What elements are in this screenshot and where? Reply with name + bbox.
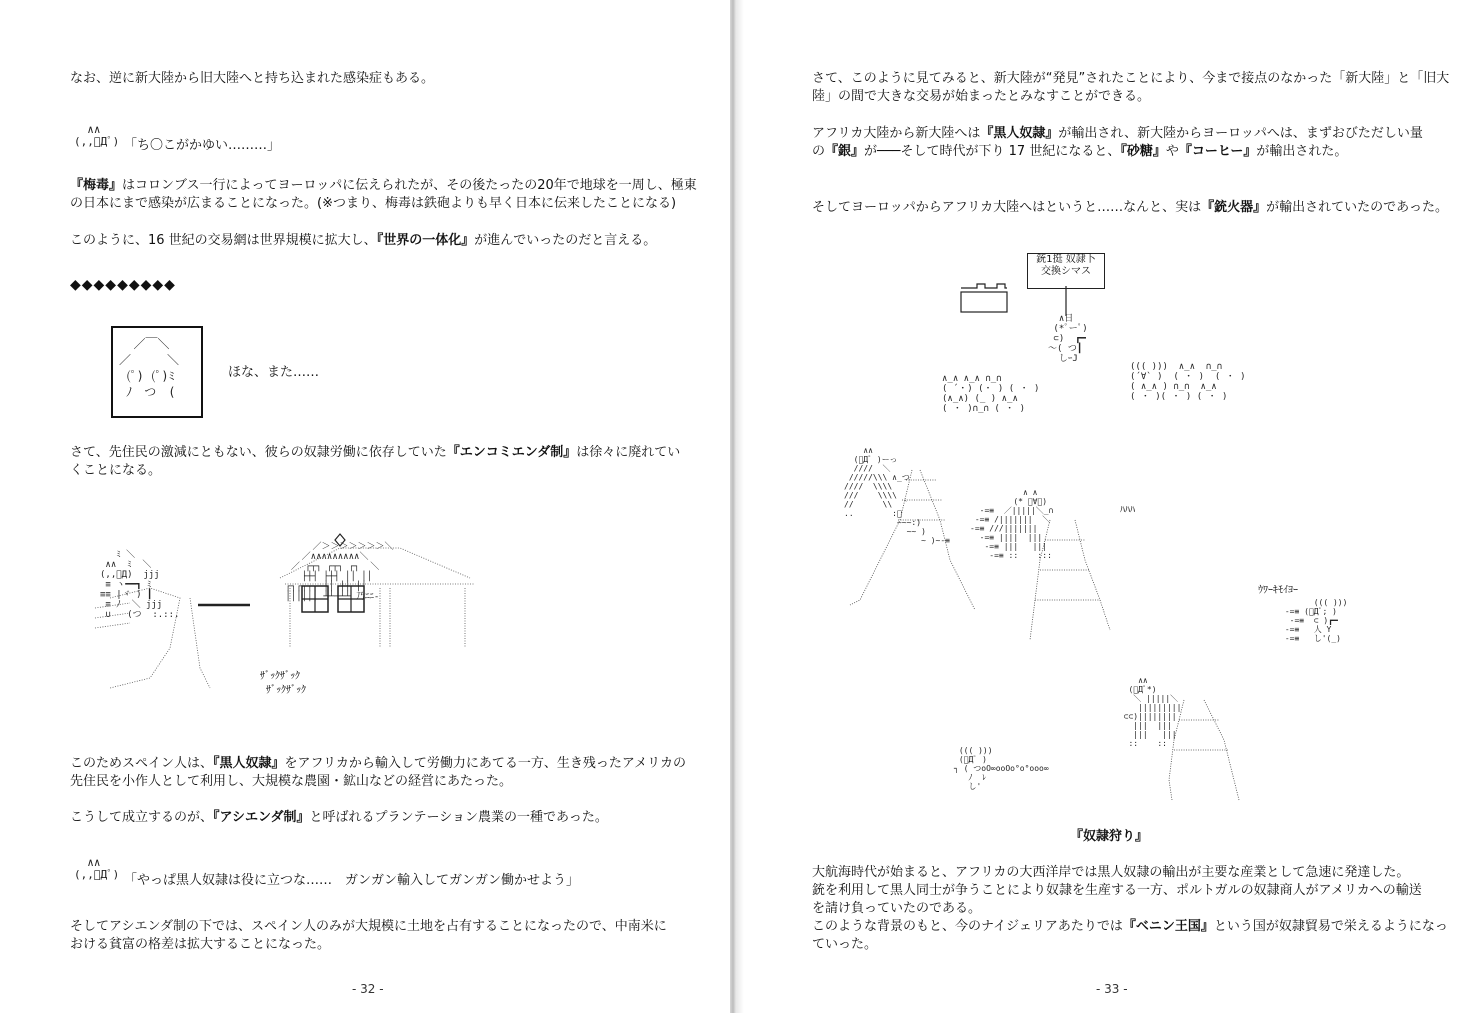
paragraph-firearms [812,199,1448,217]
exports-pre: アフリカ大陸から新大陸へは [812,126,981,141]
paragraph-black-slaves-line2: 先住民を小作人として利用し、大規模な農園・鉱山などの経営にあたった。 [70,774,513,789]
trade-sign-line2: 交換シマス [1041,266,1091,277]
aa-face-2: ∧∧ (,,ﾟДﾟ) [74,856,120,881]
paragraph-trade: さて、このように見てみると、新大陸が“発見”されたことにより、今まで接点のなかった「新大陸」と「旧大 [812,71,1450,86]
globalization-pre: このように、16 世紀の交易網は世界規模に拡大し、 [70,233,377,248]
trade-sign [1027,253,1105,289]
aa-chase-right: ∧ ∧ (* ﾟ∀ﾟ) -=≡ ／|||||＼_∩ -=≡ /||||||| ＼ -=≡ ///||||||| -=≡ |||| ||| -=≡ ||| ||| -=≡ :: ::: [970,488,1054,560]
trade-sign-line1: 銃1挺 奴隷卜 [1036,254,1096,265]
aa-hunt-strokes [1164,690,1274,810]
encomienda-pre: さて、先住民の激減にともない、彼らの奴隷労働に依存していた [70,445,447,460]
sound-uwaa: ｳﾜｰｷﾓｲﾖｰ [1258,585,1298,596]
term-firearms: 『銃火器』 [1201,200,1267,215]
term-black-slaves-right: 『黒人奴隷』 [980,126,1059,141]
exports-l2-mid2: や [1165,144,1179,159]
aa-crowd-right: ((( ))) ∧_∧ ∩_∩ (´∀` ) ( ・ ) ( ・ ) ( ∧_∧ ) ∩_∩ ∧_∧ ( ・ )( ・ ) ( ・ ) [1130,362,1246,402]
paragraph-inequality-line2: おける貧富の格差は拡大することになった。 [70,937,331,952]
benin-pre: このような背景のもと、今のナイジェリアあたりでは [812,919,1123,934]
aa-chase-strokes [840,440,1180,670]
term-black-slaves: 『黒人奴隷』 [213,756,285,771]
term-silver: 『銀』 [825,144,865,159]
aa-chase-left: ∧∧ (ﾟДﾟ )ーっ //// ＼ /////\\\ ∧_つ //// \\\\ /// \\\\ // \\ ｀ .. :ﾞ ~~~:) ~~ ) ~ )~-≡ [844,446,950,545]
encomienda-post: は徐々に廃れてい [576,445,681,460]
paragraph-exports [812,125,1423,143]
paragraph-syphilis [70,177,697,195]
figure-caption: 『奴隷狩り』 [1070,829,1149,844]
quote-slaves: 「やっぱ黒人奴隷は役に立つな…… ガンガン輸入してガンガン働かせよう」 [124,873,580,888]
page-right [744,0,1478,1013]
term-encomienda: 『エンコミエンダ制』 [446,445,577,460]
paragraph-black-slaves [70,755,686,773]
black-slaves-post: をアフリカから輸入して労働力にあてる一方、生き残ったアメリカの [284,756,686,771]
paragraph-exports-line2 [812,143,1347,161]
aa-crowd-left: ∧_∧ ∧_∧ ∩_∩ ( ´・) (・ ) ( ・ ) (∧_∧) (_ ) ∧_∧ ( ・ )∩_∩ ( ・ ) [942,374,1040,414]
term-globalization: 『世界の一体化』 [376,233,475,248]
page-gutter [730,0,744,1013]
sound-zakku-1: ｻﾞｯｸｻﾞｯｸ [260,671,300,682]
paragraph-hacienda [70,809,608,827]
page-number-right: - 33 - [1096,982,1128,996]
page-left [0,0,730,1013]
paragraph-benin [812,918,1448,936]
firearms-post: が輸出されていたのであった。 [1266,200,1448,215]
aa-farm-scene [90,528,490,718]
paragraph-inequality: そしてアシエンダ制の下では、スペイン人のみが大規模に土地を占有することになったので、中南米に [70,919,667,934]
aa-box-frame [111,326,203,418]
paragraph-globalization [70,232,656,250]
aa-face-1: ∧∧ (,,ﾟДﾟ) [74,123,120,148]
aa-hunt-captive: ((( ))) (ﾟДﾟ ) ┐ ( つoO∞ooOo°o°ooo∞ ﾉ ﾚ し' [954,746,1049,791]
paragraph-atlantic: 大航海時代が始まると、アフリカの大西洋岸では黒人奴隷の輸出が主要な産業として急速に発達した。 [812,865,1410,880]
sound-hahaha: ﾊﾊﾊ [1120,505,1135,516]
paragraph-infection: なお、逆に新大陸から旧大陸へと持ち込まれた感染症もある。 [70,71,435,86]
black-slaves-pre: このためスペイン人は、 [70,756,214,771]
aa-hunt-captor: ∧∧ (ﾟДﾟ*) ＼ |||||＼ ||||||||| ⊂⊂)|||||||| ||| ||| ||| ||| :: :: [1123,676,1182,748]
firearms-pre: そしてヨーロッパからアフリカ大陸へはというと……なんと、実は [812,200,1202,215]
exports-l2-mid: が───そして時代が下り 17 世紀になると、 [864,144,1121,159]
globalization-post: が進んでいったのだと言える。 [474,233,657,248]
term-sugar: 『砂糖』 [1120,144,1166,159]
quote-itchy: 「ち〇こがかゆい………」 [124,138,281,153]
farewell-text: ほな、また…… [228,365,320,380]
sound-zakku-2: ｻﾞｯｸｻﾞｯｸ [266,685,306,696]
exports-l2-post: が輸出された。 [1256,144,1348,159]
term-benin: 『ベニン王国』 [1122,919,1214,934]
paragraph-trade-line2: 陸」の間で大きな交易が始まったとみなすことができる。 [812,89,1151,104]
term-hacienda: 『アシエンダ制』 [213,810,310,825]
exports-l2-pre: の [812,144,826,159]
exports-mid: が輸出され、新大陸からヨーロッパへは、まずおびただしい量 [1058,126,1423,141]
aa-farm-man: ﾐ ＼ ∧∧ ﾐ ＼ (,,ﾟД) jjj ≡ ヽ━━┓ ﾐ ≡≡ |ヾ ) ┃ ≡ ﾉ ＼ jjj ∪ (つ :.::. [100,550,180,620]
aa-farm-house: ／＞＞＞＞＞＞＞＼ ／∧∧∧∧∧∧∧∧∧＼ ／ ┌┬┐ ┌┬┐ ┌┐ ＼ ├┼┤ ├┼┤ ││ ││ ┌┐┌┐┌┐ ││ ││ ││ ││││││ ┴┴─┴┴ 乃ﾆﾆ- [285,542,394,602]
paragraph-encomienda [70,444,680,462]
paragraph-syphilis-line2: の日本にまで感染が広まることになった。(※つまり、梅毒は鉄砲よりも早く日本に伝来したことになる) [70,196,677,211]
paragraph-encomienda-line2: くことになる。 [70,463,162,478]
aa-victim: ((( ))) -=≡ (ﾟДﾟ; ) -=≡ ⊂ )┏━ -=≡ 人 Y -=≡ し'(_) [1284,598,1348,643]
gun-crates [957,282,1037,316]
page-number-left: - 32 - [352,982,384,996]
diamond-separator: ◆◆◆◆◆◆◆◆◆ [70,277,176,293]
paragraph-atlantic-line2: 銃を利用して黒人同士が争うことにより奴隷を生産する一方、ポルトガルの奴隷商人がアメリカへの輸送 [812,883,1422,898]
term-coffee: 『コーヒー』 [1178,144,1257,159]
aa-trader: ∧日 (*ﾟーﾟ) ⊂) ┏━ ～( つ┃ しｰJ [1048,314,1088,364]
sign-post [1064,286,1068,316]
paragraph-syphilis-text: はコロンブス一行によってヨーロッパに伝えられたが、その後たったの20年で地球を一周し、極東 [122,178,697,193]
hacienda-pre: こうして成立するのが、 [70,810,214,825]
hacienda-post: と呼ばれるプランテーション農業の一種であった。 [309,810,608,825]
paragraph-benin-line2: ていった。 [812,937,878,952]
benin-post: という国が奴隷貿易で栄えるようになっ [1213,919,1448,934]
paragraph-atlantic-line3: を請け負っていたのである。 [812,901,982,916]
aa-box-face: ／￣＼ ／ ＼ (ﾟ) (ﾟ)ﾐ ﾉ つ ( [119,337,180,399]
term-syphilis: 『梅毒』 [70,178,123,193]
